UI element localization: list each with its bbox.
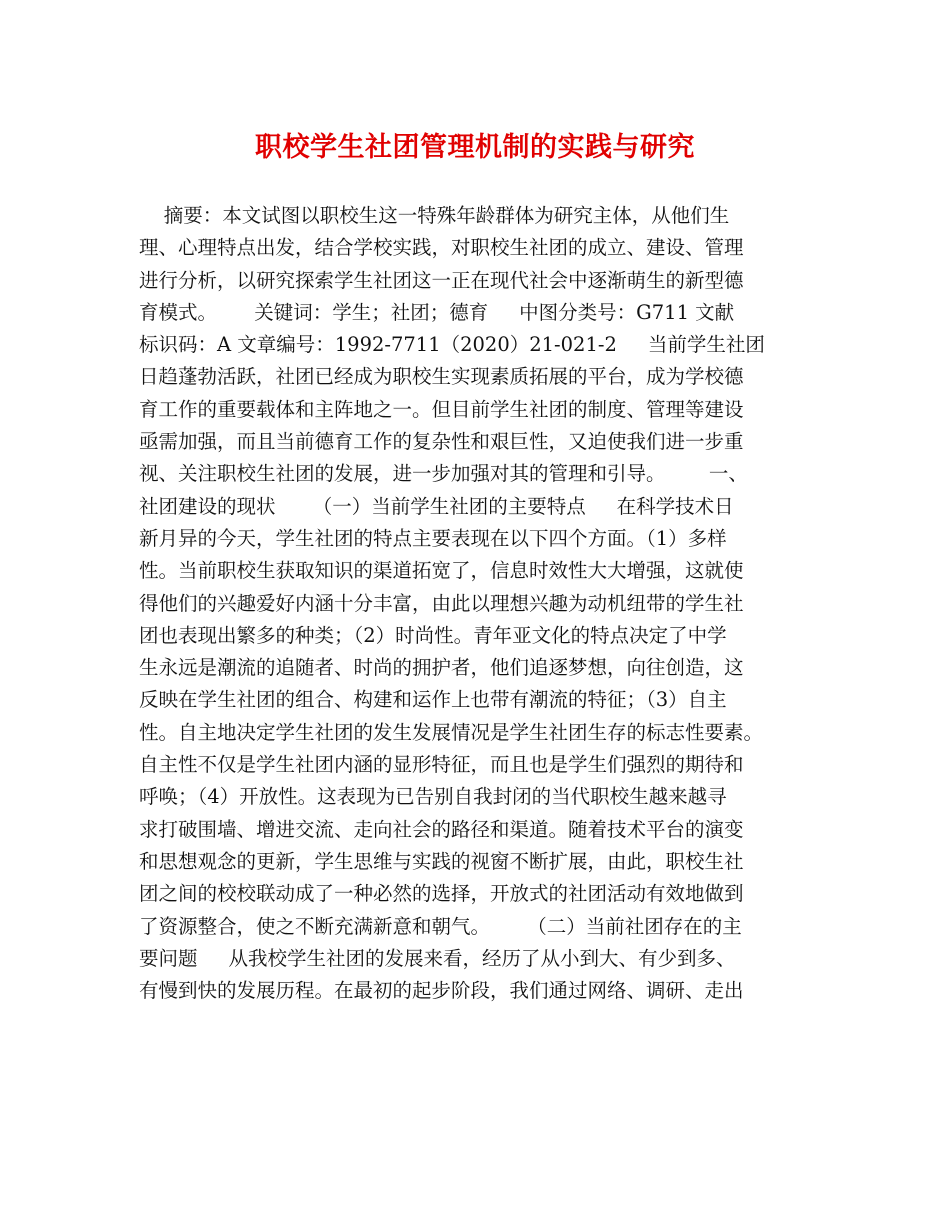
document-body (139, 200, 811, 1007)
body-line: 育工作的重要载体和主阵地之一。但目前学生社团的制度、管理等建设 (139, 397, 744, 421)
body-line: 生永远是潮流的追随者、时尚的拥护者，他们追逐梦想，向往创造，这 (139, 656, 744, 680)
body-line: 团也表现出繁多的种类；（2）时尚性。青年亚文化的特点决定了中学 (139, 623, 727, 647)
body-line: 新月异的今天，学生社团的特点主要表现在以下四个方面。（1）多样 (139, 526, 727, 550)
body-line: 得他们的兴趣爱好内涵十分丰富，由此以理想兴趣为动机纽带的学生社 (139, 591, 744, 615)
body-line: 了资源整合，使之不断充满新意和朝气。 （二）当前社团存在的主 (139, 914, 742, 938)
body-line: 视、关注职校生社团的发展，进一步加强对其的管理和引导。 一、 (139, 462, 748, 486)
body-line: 日趋蓬勃活跃，社团已经成为职校生实现素质拓展的平台，成为学校德 (139, 365, 744, 389)
body-line: 呼唤；（4）开放性。这表现为已告别自我封闭的当代职校生越来越寻 (139, 785, 727, 809)
body-line: 摘要：本文试图以职校生这一特殊年龄群体为研究主体，从他们生 (139, 204, 730, 227)
body-line: 标识码：A 文章编号：1992-7711（2020）21-021-2 当前学生社团 (139, 333, 765, 357)
body-line: 育模式。 关键词：学生；社团；德育 中图分类号：G711 文献 (139, 300, 735, 324)
body-line: 团之间的校校联动成了一种必然的选择，开放式的社团活动有效地做到 (139, 882, 744, 906)
body-line: 性。自主地决定学生社团的发生发展情况是学生社团生存的标志性要素。 (139, 720, 764, 744)
body-line: 社团建设的现状 （一）当前学生社团的主要特点 在科学技术日 (139, 494, 734, 518)
body-line: 反映在学生社团的组合、构建和运作上也带有潮流的特征；（3）自主 (139, 688, 727, 712)
body-line: 有慢到快的发展历程。在最初的起步阶段，我们通过网络、调研、走出 (139, 979, 744, 1003)
body-line: 亟需加强，而且当前德育工作的复杂性和艰巨性，又迫使我们进一步重 (139, 430, 744, 454)
body-line: 理、心理特点出发，结合学校实践，对职校生社团的成立、建设、管理 (139, 236, 744, 260)
body-line: 要问题 从我校学生社团的发展来看，经历了从小到大、有少到多、 (139, 946, 736, 970)
document-title: 职校学生社团管理机制的实践与研究 (255, 132, 695, 163)
body-line: 进行分析，以研究探索学生社团这一正在现代社会中逐渐萌生的新型德 (139, 268, 744, 292)
body-line: 性。当前职校生获取知识的渠道拓宽了，信息时效性大大增强，这就使 (139, 559, 744, 583)
body-line: 求打破围墙、增进交流、走向社会的路径和渠道。随着技术平台的演变 (139, 817, 744, 841)
body-line: 和思想观念的更新，学生思维与实践的视窗不断扩展，由此，职校生社 (139, 849, 744, 873)
body-line: 自主性不仅是学生社团内涵的显形特征，而且也是学生们强烈的期待和 (139, 753, 744, 777)
